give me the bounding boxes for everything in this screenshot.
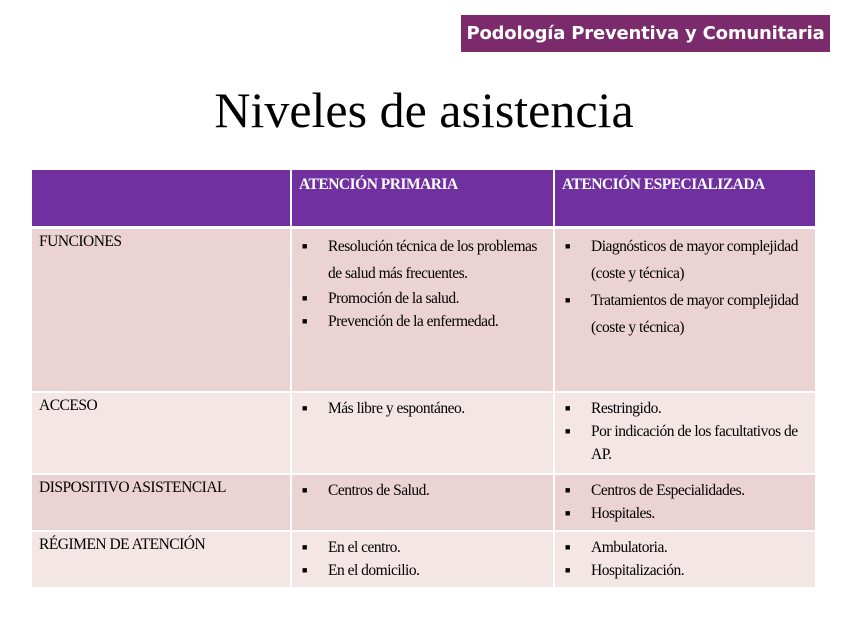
bullet-icon: ■ [565, 484, 570, 495]
especializada-cell [554, 228, 816, 392]
especializada-cell [554, 531, 816, 588]
primaria-list [299, 536, 546, 582]
list-item: ■ En el centro. [299, 536, 546, 559]
bullet-icon: ■ [302, 541, 307, 552]
bullet-icon: ■ [302, 484, 307, 495]
list-item: ■ Ambulatoria. [562, 536, 808, 559]
bullet-icon: ■ [565, 295, 570, 305]
bullet-icon: ■ [565, 564, 570, 575]
table-row-acceso [31, 392, 816, 474]
bullet-icon: ■ [565, 541, 570, 552]
especializada-cell [554, 392, 816, 474]
row-label: ACCESO [31, 392, 291, 474]
row-label: DISPOSITIVO ASISTENCIAL [31, 474, 291, 531]
list-item: ■ Tratamientos de mayor complejidad (coste y técnica) [562, 287, 808, 341]
bullet-icon: ■ [302, 241, 307, 251]
table-row-regimen [31, 531, 816, 588]
header-especializada: ATENCIÓN ESPECIALIZADA [554, 170, 816, 228]
bullet-icon: ■ [302, 293, 307, 303]
bullet-icon: ■ [302, 402, 307, 413]
primaria-cell [291, 474, 554, 531]
page-title: Niveles de asistencia [214, 82, 634, 138]
course-badge: Podología Preventiva y Comunitaria [461, 15, 830, 52]
header-empty [31, 170, 291, 228]
table-header-row [31, 170, 816, 228]
especializada-list [562, 397, 808, 466]
primaria-cell [291, 392, 554, 474]
list-item: ■ En el domicilio. [299, 559, 546, 582]
list-item: ■ Centros de Especialidades. [562, 479, 808, 502]
bullet-icon: ■ [302, 564, 307, 575]
primaria-list [299, 479, 546, 502]
list-item: ■ Hospitales. [562, 502, 808, 525]
especializada-cell [554, 474, 816, 531]
list-item: ■ Resolución técnica de los problemas de salud más frecuentes. [299, 233, 546, 287]
bullet-icon: ■ [565, 425, 570, 436]
list-item: ■ Restringido. [562, 397, 808, 420]
list-item: ■ Más libre y espontáneo. [299, 397, 546, 420]
bullet-icon: ■ [565, 507, 570, 518]
list-item: ■ Diagnósticos de mayor complejidad (coste y técnica) [562, 233, 808, 287]
primaria-cell [291, 531, 554, 588]
table-row-dispositivo [31, 474, 816, 531]
bullet-icon: ■ [565, 241, 570, 251]
especializada-list [562, 479, 808, 525]
list-item: ■ Promoción de la salud. [299, 287, 546, 310]
primaria-cell [291, 228, 554, 392]
bullet-icon: ■ [565, 402, 570, 413]
primaria-list [299, 397, 546, 420]
list-item: ■ Prevención de la enfermedad. [299, 310, 546, 333]
table-row-funciones [31, 228, 816, 392]
levels-table [30, 170, 817, 589]
bullet-icon: ■ [302, 316, 307, 326]
row-label: RÉGIMEN DE ATENCIÓN [31, 531, 291, 588]
header-primaria: ATENCIÓN PRIMARIA [291, 170, 554, 228]
row-label: FUNCIONES [31, 228, 291, 392]
list-item: ■ Hospitalización. [562, 559, 808, 582]
primaria-list [299, 233, 546, 333]
especializada-list [562, 233, 808, 341]
list-item: ■ Centros de Salud. [299, 479, 546, 502]
list-item: ■ Por indicación de los facultativos de AP. [562, 420, 808, 466]
especializada-list [562, 536, 808, 582]
